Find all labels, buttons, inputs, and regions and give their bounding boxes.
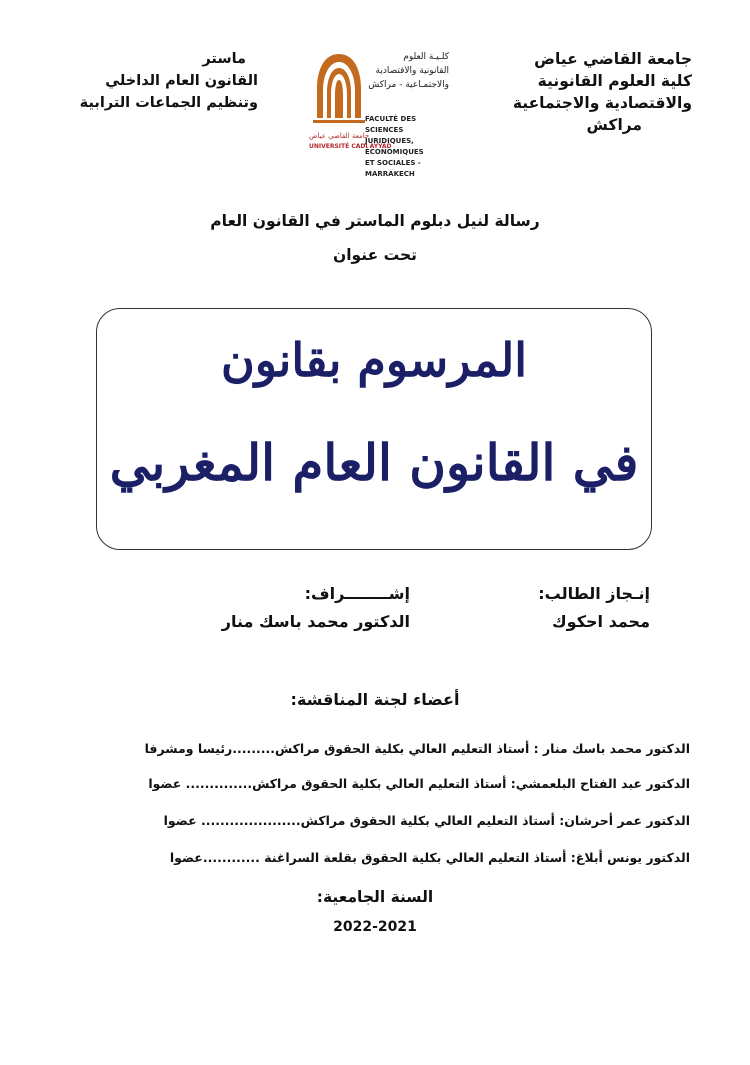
title-box: [96, 308, 652, 550]
master-program-line1: القانون العام الداخلي: [105, 73, 258, 89]
supervisor-name: الدكتور محمد باسك منار: [221, 612, 410, 631]
student-name: محمد احكوك: [552, 612, 650, 631]
committee-member: الدكتور عبد الفتاح البلعمشي: أستاذ التعليم العالي بكلية الحقوق مراكش.............. عضوا: [148, 776, 690, 791]
university-header: [472, 48, 692, 136]
academic-year-label: السنة الجامعية:: [316, 888, 434, 906]
committee-member: الدكتور يونس أبلاغ: أستاذ التعليم العالي بكلية الحقوق بقلعة السراغنة ............عضوا: [169, 850, 690, 865]
logo-uca-arabic: جامعة القاضي عياض: [309, 132, 370, 140]
faculty-name-line2: والاقتصادية والاجتماعية: [512, 94, 692, 112]
under-title-label: تحت عنوان: [333, 246, 417, 264]
academic-year-value: 2022-2021: [333, 919, 417, 935]
master-program-line2: وتنظيم الجماعات الترابية: [79, 95, 258, 111]
faculty-logo: [303, 44, 451, 178]
supervisor-label: إشــــــــراف:: [304, 584, 410, 603]
master-label: ماستر: [202, 51, 246, 67]
thesis-statement: رسالة لنيل دبلوم الماستر في القانون العام: [210, 212, 540, 230]
city-name: مراكش: [586, 116, 642, 134]
master-program-header: [58, 48, 258, 114]
logo-arabic-text: كلـيـة العلوم القانونية والاقتصادية والاجتمـاعية - مراكش: [368, 52, 449, 90]
logo-uca-french: UNIVERSITÉ CADI AYYAD: [309, 143, 392, 150]
committee-member: الدكتور عمر أحرشان: أستاذ التعليم العالي بكلية الحقوق مراكش..................... عضوا: [163, 813, 690, 828]
student-label: إنـجاز الطالب:: [538, 584, 650, 603]
arch-logo-icon: [309, 48, 369, 138]
thesis-title-line1: المرسوم بقانون: [220, 333, 527, 387]
committee-heading: أعضاء لجنة المناقشة:: [290, 690, 460, 709]
university-name: جامعة القاضي عياض: [534, 50, 692, 68]
faculty-name-line1: كلية العلوم القانونية: [537, 72, 692, 90]
thesis-title-line2: في القانون العام المغربي: [109, 433, 639, 492]
logo-french-text: FACULTÉ DES SCIENCES JURIDIQUES, ÉCONOMIQUES ET SOCIALES - MARRAKECH: [365, 115, 424, 178]
committee-member: الدكتور محمد باسك منار : أستاذ التعليم العالي بكلية الحقوق مراكش.........رئيسا ومشرفا: [144, 741, 690, 756]
